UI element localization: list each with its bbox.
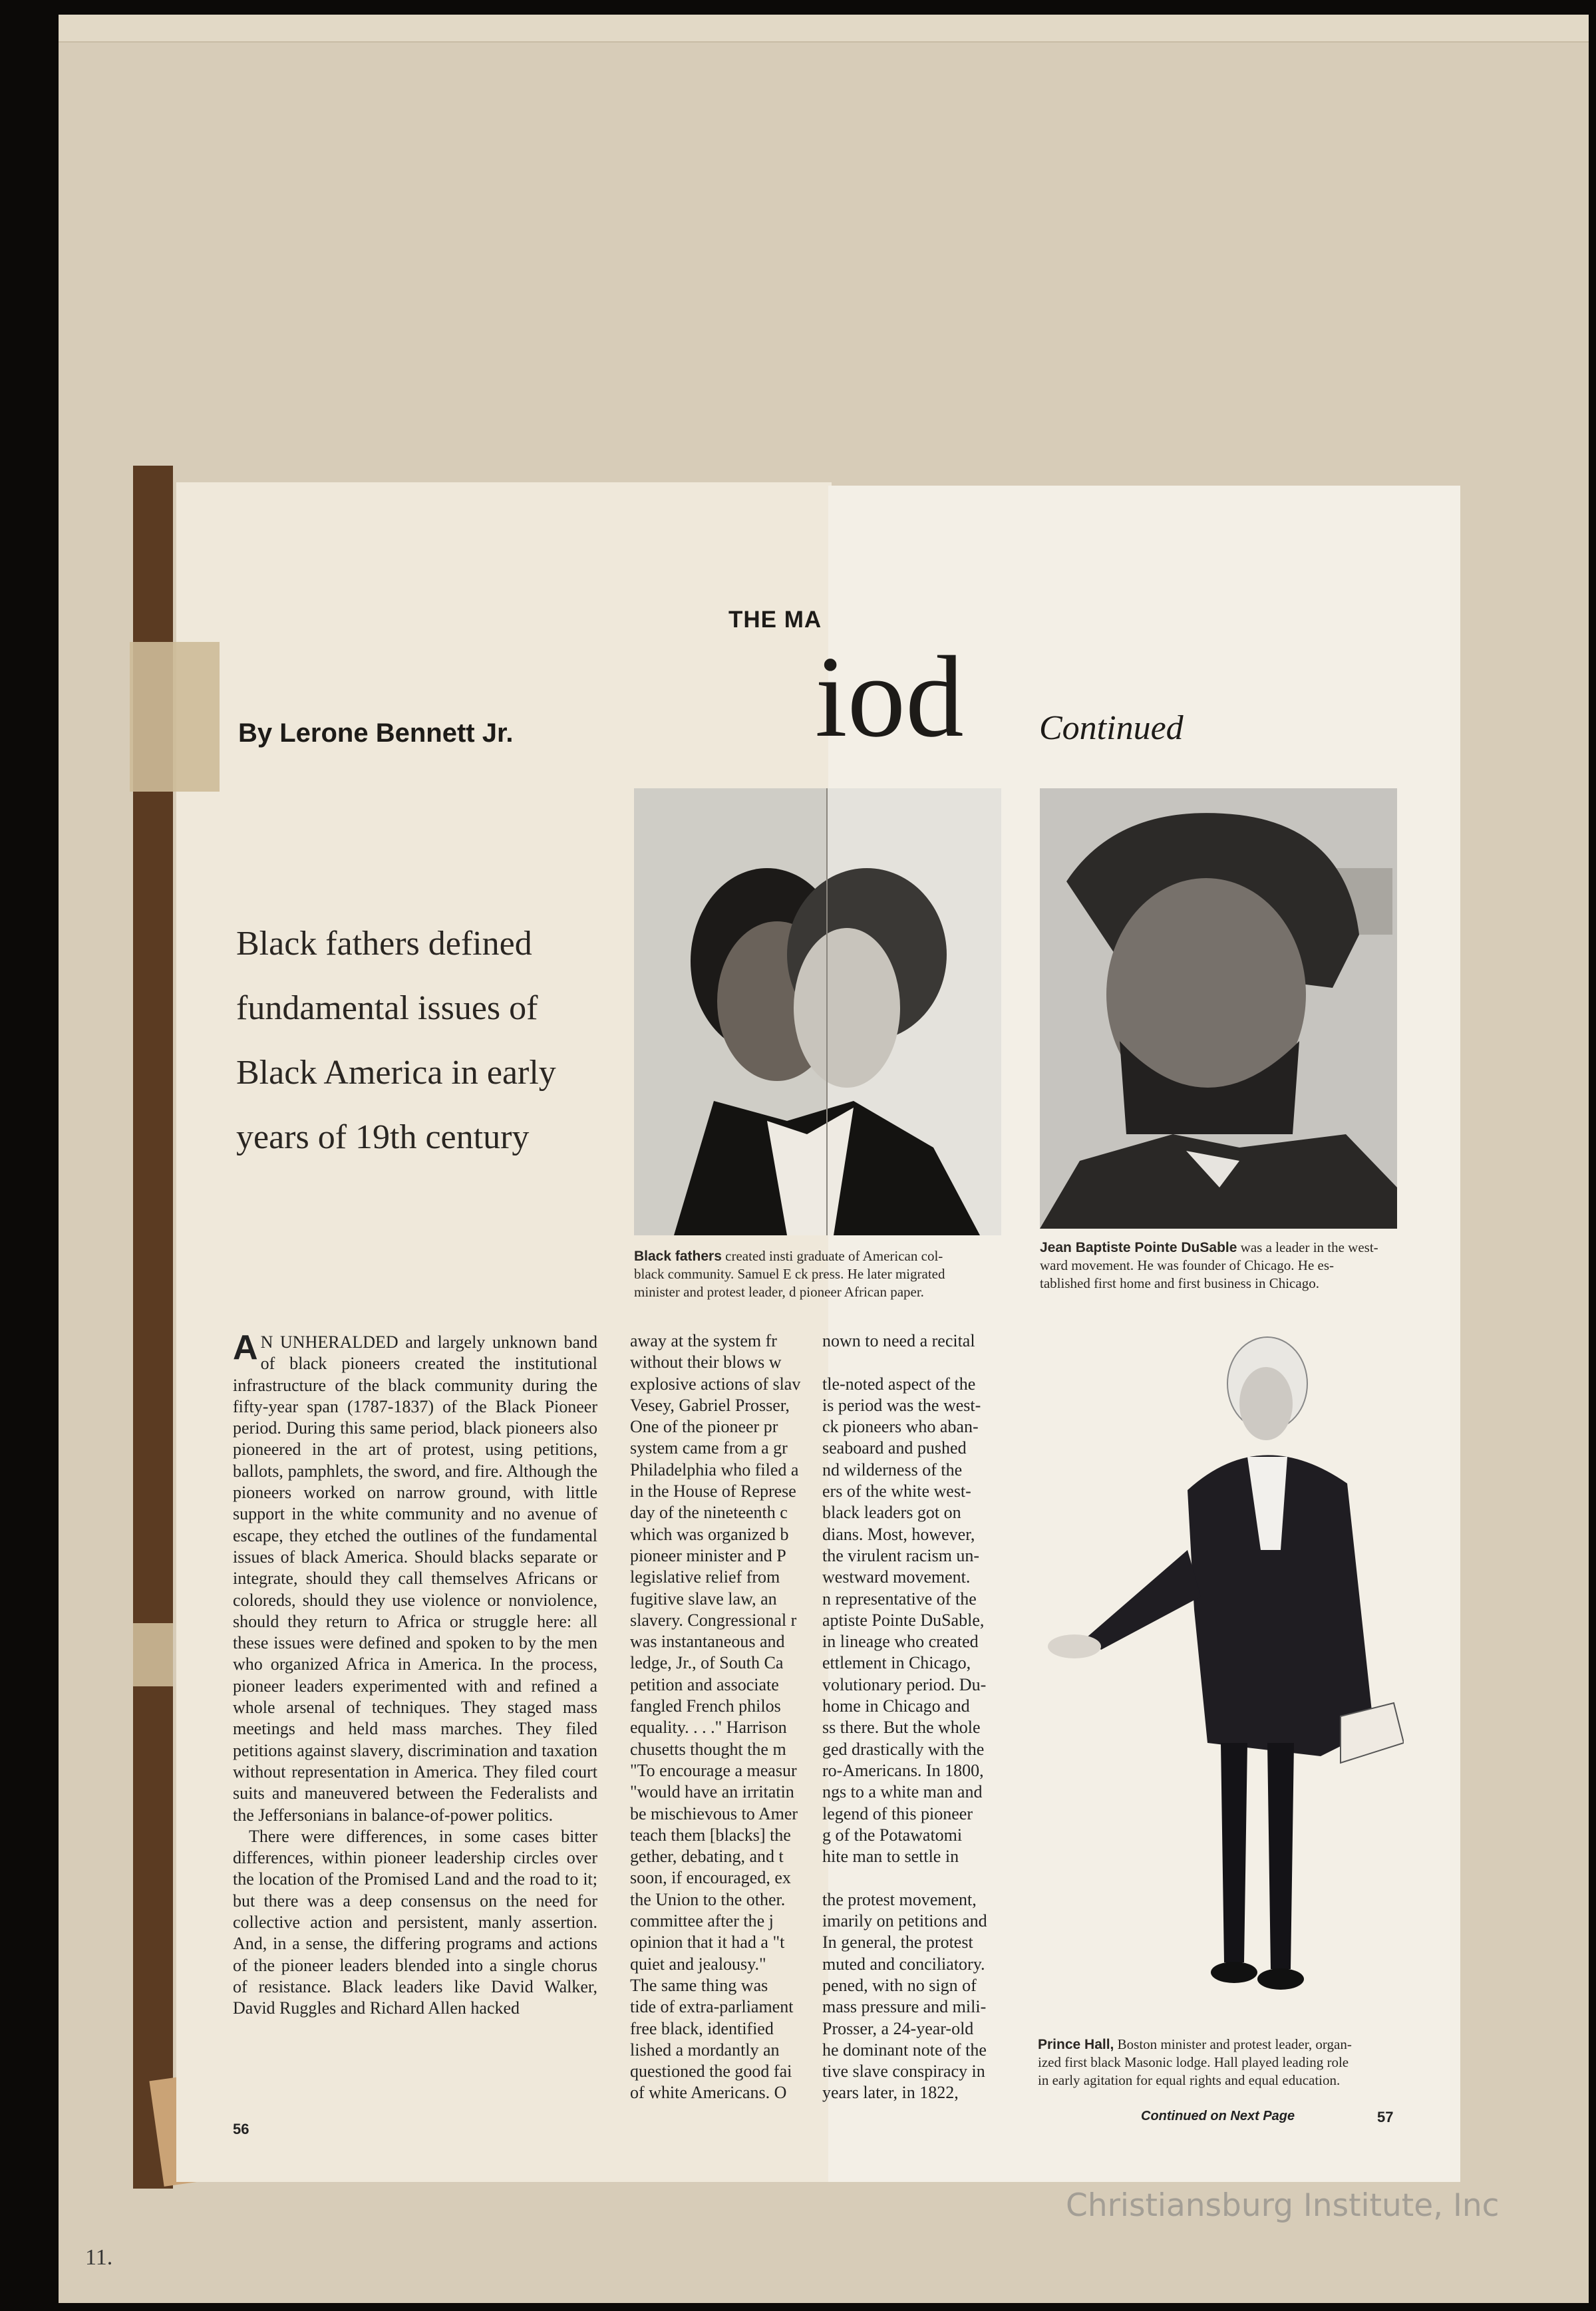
body-line: quiet and jealousy." [630, 1954, 766, 1974]
body-line: ged drastically with the [822, 1739, 985, 1759]
body-line: gether, debating, and t [630, 1847, 784, 1867]
portrait-illustration [1040, 788, 1397, 1229]
body-line: equality. . . ." Harrison [630, 1718, 787, 1738]
body-line: dians. Most, however, [822, 1524, 975, 1544]
body-line: g of the Potawatomi [822, 1825, 963, 1845]
body-line: in the House of Represe [630, 1481, 796, 1501]
body-column-3 [822, 1330, 1003, 2104]
caption-text: in early agitation for equal rights and equal education. [1038, 2072, 1341, 2088]
body-line: in lineage who created [822, 1632, 979, 1652]
body-line: Philadelphia who filed a [630, 1460, 799, 1479]
body-line: hite man to settle in [822, 1847, 959, 1867]
series-header: THE MA [728, 607, 822, 633]
portrait-dusable [1040, 788, 1397, 1229]
body-line: pened, with no sign of [822, 1975, 977, 1995]
body-line: legend of this pioneer [822, 1803, 973, 1823]
body-line: questioned the good fai [630, 2062, 792, 2081]
caption-text: created insti [725, 1248, 794, 1264]
body-line: fugitive slave law, an [630, 1589, 777, 1609]
body-line: ck pioneers who aban- [822, 1417, 979, 1437]
body-line: imarily on petitions and [822, 1911, 987, 1931]
body-line: "would have an irritatin [630, 1782, 794, 1802]
headline-fragment: iod [815, 632, 964, 761]
body-line: ro-Americans. In 1800, [822, 1760, 984, 1780]
body-line: the virulent racism un- [822, 1545, 980, 1565]
byline: By Lerone Bennett Jr. [238, 718, 514, 748]
body-line: ledge, Jr., of South Ca [630, 1653, 784, 1673]
body-line: system came from a gr [630, 1438, 788, 1458]
caption-black-fathers [634, 1247, 1003, 1301]
body-line: slavery. Congressional r [630, 1610, 797, 1630]
body-line: explosive actions of slav [630, 1374, 801, 1394]
portrait-engraving [634, 788, 1001, 1235]
caption-bold: Prince Hall, [1038, 2037, 1114, 2052]
body-line: free black, identified [630, 2018, 774, 2038]
caption-text: Boston minister and protest leader, organ- [1114, 2036, 1352, 2052]
body-line: of white Americans. O [630, 2083, 787, 2103]
body-line: ngs to a white man and [822, 1782, 983, 1802]
body-line: lished a mordantly an [630, 2040, 780, 2060]
body-line: One of the pioneer pr [630, 1417, 778, 1437]
body-line: ss there. But the whole [822, 1718, 981, 1738]
caption-bold: Black fathers [634, 1249, 722, 1264]
board-top-edge [59, 15, 1589, 43]
body-line: home in Chicago and [822, 1696, 970, 1716]
article-deck: Black fathers defined fundamental issues of Black America in early years of 19th century [236, 925, 556, 1156]
body-line: seaboard and pushed [822, 1438, 967, 1458]
body-line: was instantaneous and [630, 1632, 785, 1652]
portrait-prince-hall [1035, 1330, 1404, 2029]
caption-text: graduate of American col- [796, 1248, 943, 1264]
body-line: The same thing was [630, 1975, 768, 1995]
body-line: legislative relief from [630, 1567, 780, 1587]
body-line [822, 1867, 1003, 1889]
body-line: nown to need a recital [822, 1331, 975, 1350]
body-line: the Union to the other. [630, 1889, 786, 1909]
body-line: is period was the west- [822, 1395, 981, 1415]
caption-text: ward movement. He was founder of Chicago. He es- [1040, 1257, 1335, 1273]
body-line: chusetts thought the m [630, 1739, 786, 1759]
body-line: without their blows w [630, 1352, 782, 1372]
body-column-2 [630, 1330, 820, 2104]
caption-text: was a leader in the west- [1237, 1239, 1378, 1255]
body-line: petition and associate [630, 1674, 779, 1694]
body-line: tide of extra-parliament [630, 1997, 794, 2017]
body-line: muted and conciliatory. [822, 1954, 985, 1974]
body-line: black leaders got on [822, 1503, 961, 1523]
caption-text: ck press. He later migrated [794, 1266, 945, 1282]
body-line: be mischievous to Amer [630, 1803, 798, 1823]
continued-next-page: Continued on Next Page [1141, 2109, 1295, 2123]
body-line: teach them [blacks] the [630, 1825, 791, 1845]
body-line: ettlement in Chicago, [822, 1653, 971, 1673]
body-line: nd wilderness of the [822, 1460, 963, 1479]
portrait-black-fathers [634, 788, 1001, 1235]
tape-strip-bottom [133, 1623, 173, 1686]
page-number-right: 57 [1377, 2109, 1394, 2125]
caption-dusable [1040, 1239, 1399, 1293]
body-line: n representative of the [822, 1589, 977, 1609]
body-line: ers of the white west- [822, 1481, 971, 1501]
body-line [822, 1352, 1003, 1373]
body-line: he dominant note of the [822, 2040, 987, 2060]
caption-text: ized first black Masonic lodge. Hall played leading role [1038, 2054, 1349, 2070]
body-line: tle-noted aspect of the [822, 1374, 976, 1394]
page-number-left: 56 [233, 2121, 249, 2137]
pencil-mark: 11. [85, 2245, 113, 2270]
body-text: N UNHERALDED and largely unknown band of black pioneers created the institutional infrastructure of the black community during the fifty-year span (1787-1837) of the Black Pioneer period. During this same period, black pioneers also pioneered in the art of protest, using petitions, ballots, pamphlets, the sword, and fire. Although the pioneers worked on narrow ground, with little support in the white community and no avenue of escape, they etched the outlines of the fundamental issues of black America. Should blacks separate or integrate, should they call themselves Africans or coloreds, should they use violence or nonviolence, should they return to Africa or struggle here: all these issues were defined and spoken to by the men who organized Africa in America. In the process, pioneer leaders experimented with and refined a whole arsenal of techniques. They staged mass meetings and held mass marches. They filed petitions against slavery, discrimination and taxation without representation in America. They filed court suits and maneuvered between the Federalists and the Jeffersonians in balance-of-power politics. [233, 1332, 597, 1825]
body-line: the protest movement, [822, 1889, 977, 1909]
body-line: "To encourage a measur [630, 1760, 797, 1780]
body-line: Vesey, Gabriel Prosser, [630, 1395, 790, 1415]
body-line: westward movement. [822, 1567, 971, 1587]
drop-cap: A [233, 1328, 258, 1367]
caption-prince-hall [1038, 2036, 1400, 2089]
body-line: pioneer minister and P [630, 1545, 786, 1565]
body-paragraph [233, 1328, 597, 1826]
body-line: opinion that it had a "t [630, 1932, 785, 1952]
body-line: volutionary period. Du- [822, 1674, 987, 1694]
body-line: soon, if encouraged, ex [630, 1868, 791, 1888]
body-line: aptiste Pointe DuSable, [822, 1610, 985, 1630]
body-line: In general, the protest [822, 1932, 973, 1952]
body-line: committee after the j [630, 1911, 774, 1931]
body-line: Prosser, a 24-year-old [822, 2018, 974, 2038]
caption-text: d pioneer African paper. [789, 1284, 924, 1300]
body-line: mass pressure and mili- [822, 1997, 987, 2017]
body-line: years later, in 1822, [822, 2083, 959, 2103]
caption-text: minister and protest leader, [634, 1284, 786, 1300]
body-line: tive slave conspiracy in [822, 2062, 985, 2081]
tape-strip-top [130, 642, 220, 792]
body-paragraph: There were differences, in some cases bitter differences, within pioneer leadership circles over the location of the Promised Land and the road to it; but there was a deep consensus on the need for collective action and persistent, manly assertion. And, in a sense, the differing programs and actions of the pioneer leaders blended into a single chorus of resistance. Black leaders like David Walker, David Ruggles and Richard Allen hacked [233, 1826, 597, 2018]
body-line: away at the system fr [630, 1331, 777, 1350]
body-column-1 [233, 1328, 597, 2020]
caption-bold: Jean Baptiste Pointe DuSable [1040, 1240, 1237, 1255]
figure-illustration [1035, 1330, 1404, 2029]
continued-label: Continued [1039, 709, 1184, 747]
watermark: Christiansburg Institute, Inc [1066, 2187, 1500, 2224]
caption-text: black community. Samuel E [634, 1266, 792, 1282]
body-line: fangled French philos [630, 1696, 781, 1716]
caption-text: tablished first home and first business in Chicago. [1040, 1275, 1319, 1291]
body-line: which was organized b [630, 1524, 789, 1544]
body-line: day of the nineteenth c [630, 1503, 788, 1523]
